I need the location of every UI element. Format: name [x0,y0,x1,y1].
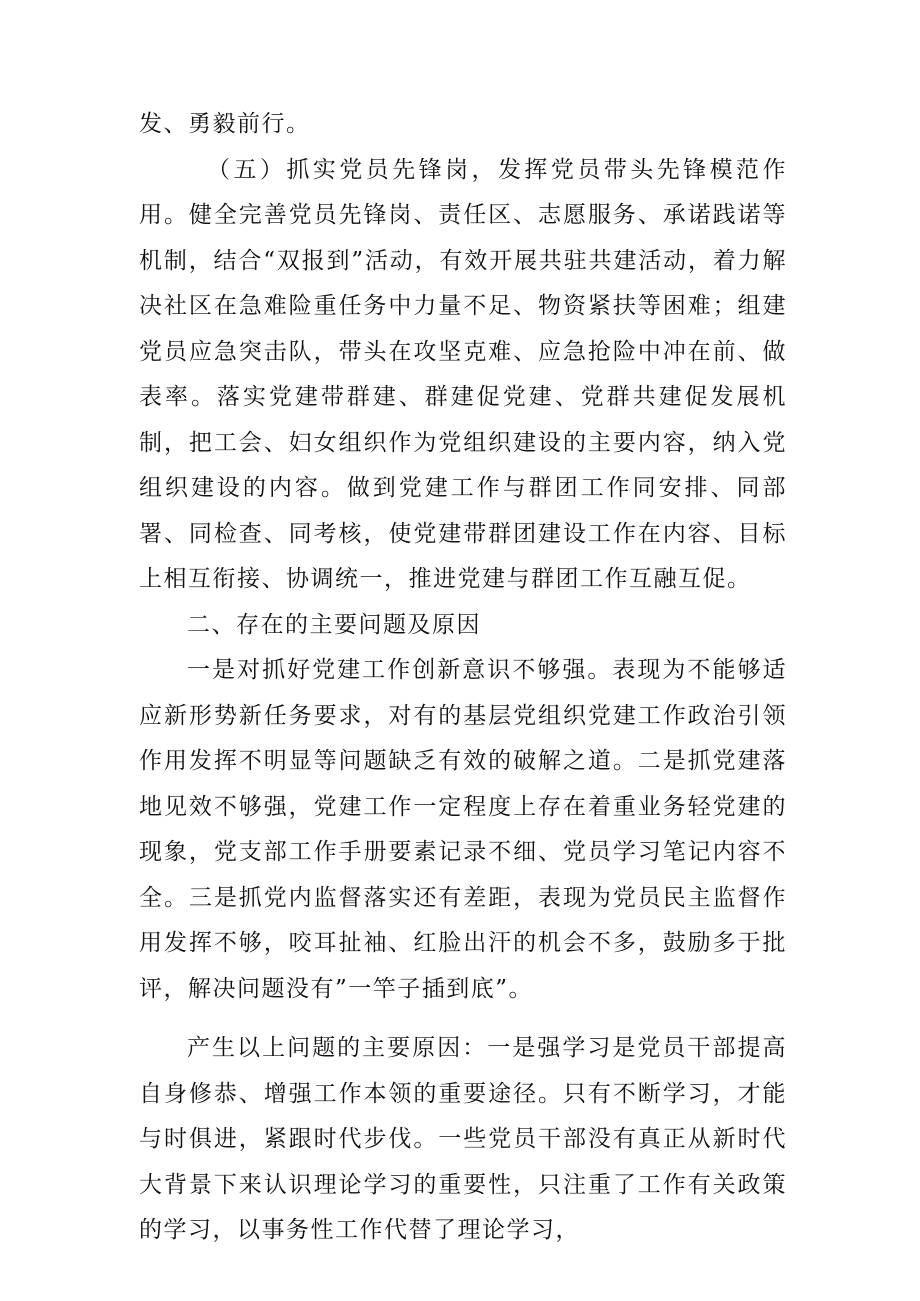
paragraph-causes: 产生以上问题的主要原因：一是强学习是党员干部提高自身修恭、增强工作本领的重要途径。只有不断学习，才能与时俱进，紧跟时代步伐。一些党员干部没有真正从新时代大背景下来认识理论学习的重要性，只注重了工作有关政策的学习，以事务性工作代替了理论学习， [139,1035,787,1243]
paragraph-continuation: 发、勇毅前行。 [139,111,311,137]
section-heading-problems: 二、存在的主要问题及原因 [187,611,481,638]
paragraph-section-five: （五）抓实党员先锋岗，发挥党员带头先锋模范作用。健全完善党员先锋岗、责任区、志愿服务、承诺践诺等机制，结合“双报到”活动，有效开展共驻共建活动，着力解决社区在急难险重任务中力量不足、物资紧扶等困难；组建党员应急突击队，带头在攻坚克难、应急抢险中冲在前、做表率。落实党建带群建、群建促党建、党群共建促发展机制，把工会、妇女组织作为党组织建设的主要内容，纳入党组织建设的内容。做到党建工作与群团工作同安排、同部署、同检查、同考核，使党建带群团建设工作在内容、目标上相互衔接、协调统一，推进党建与群团工作互融互促。 [139,156,787,592]
paragraph-problems: 一是对抓好党建工作创新意识不够强。表现为不能够适应新形势新任务要求，对有的基层党组织党建工作政治引领作用发挥不明显等问题缺乏有效的破解之道。二是抓党建落地见效不够强，党建工作一定程度上存在着重业务轻党建的现象，党支部工作手册要素记录不细、党员学习笔记内容不全。三是抓党内监督落实还有差距，表现为党员民主监督作用发挥不够，咬耳扯袖、红脸出汗的机会不多，鼓励多于批评，解决问题没有”一竿子插到底”。 [139,657,787,1002]
document-body [139,102,787,1254]
